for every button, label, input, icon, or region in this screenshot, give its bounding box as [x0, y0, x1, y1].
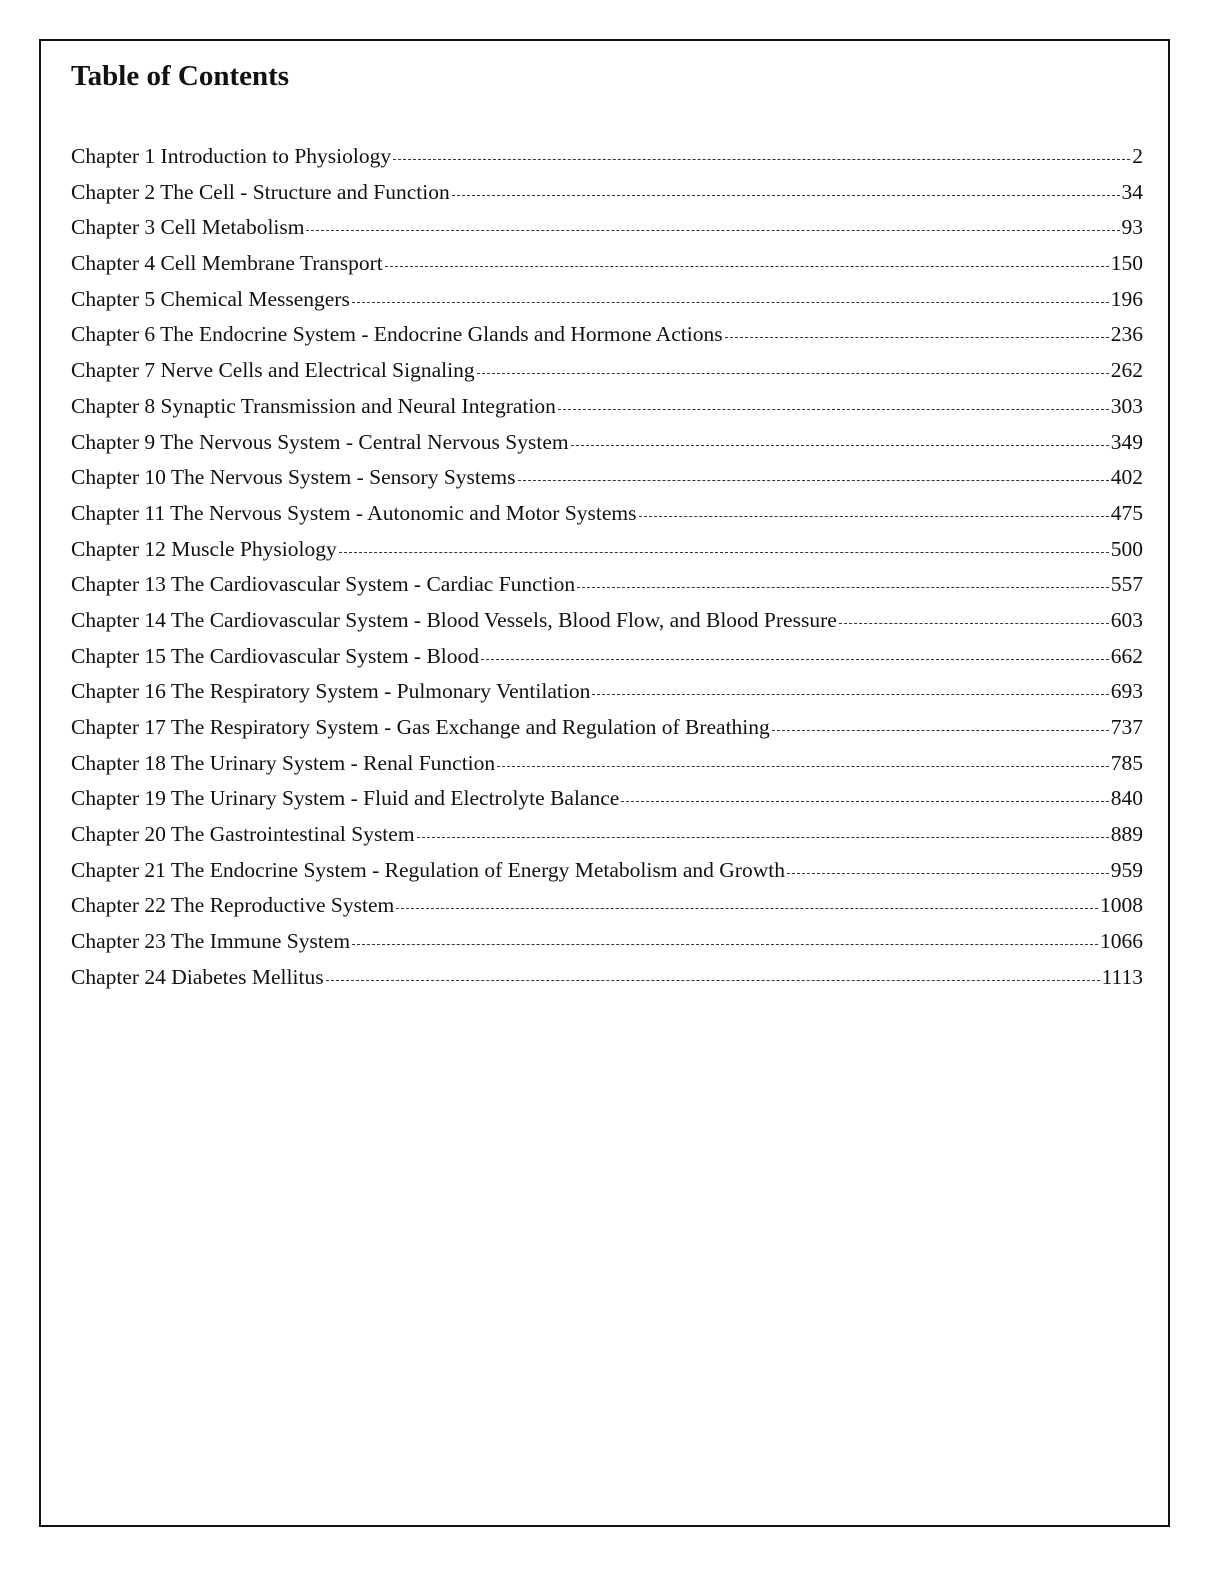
toc-page-number: 196 — [1110, 286, 1143, 311]
dot-leader — [385, 266, 1109, 267]
dot-leader — [592, 694, 1108, 695]
dot-leader — [497, 766, 1109, 767]
toc-page-number: 693 — [1110, 679, 1143, 704]
dot-leader — [396, 908, 1098, 909]
dot-leader — [621, 801, 1108, 802]
toc-page-number: 236 — [1110, 322, 1143, 347]
toc-page-number: 402 — [1110, 465, 1143, 490]
dot-leader — [481, 659, 1109, 660]
dot-leader — [639, 516, 1109, 517]
toc-page-number: 785 — [1110, 750, 1143, 775]
toc-entry[interactable] — [71, 496, 1143, 532]
toc-entry-label: Chapter 5 Chemical Messengers — [71, 286, 350, 311]
toc-entry-label: Chapter 2 The Cell - Structure and Function — [71, 179, 450, 204]
toc-entry[interactable] — [71, 924, 1143, 960]
toc-entry[interactable] — [71, 710, 1143, 746]
dot-leader — [577, 587, 1109, 588]
dot-leader — [518, 480, 1109, 481]
toc-page-number: 475 — [1110, 500, 1143, 525]
toc-entry[interactable] — [71, 175, 1143, 211]
toc-page-number: 1066 — [1100, 929, 1143, 954]
toc-entry[interactable] — [71, 960, 1143, 996]
toc-entry[interactable] — [71, 639, 1143, 675]
toc-list — [71, 139, 1143, 996]
toc-entry[interactable] — [71, 603, 1143, 639]
toc-page-number: 34 — [1121, 179, 1143, 204]
dot-leader — [339, 552, 1109, 553]
dot-leader — [326, 980, 1100, 981]
toc-entry[interactable] — [71, 781, 1143, 817]
toc-entry[interactable] — [71, 817, 1143, 853]
toc-page-number: 303 — [1110, 393, 1143, 418]
toc-page-number: 2 — [1132, 144, 1143, 168]
toc-entry-label: Chapter 19 The Urinary System - Fluid and Electrolyte Balance — [71, 786, 620, 811]
toc-entry[interactable] — [71, 746, 1143, 782]
dot-leader — [839, 623, 1109, 624]
toc-entry[interactable] — [71, 460, 1143, 496]
toc-entry-label: Chapter 1 Introduction to Physiology — [71, 144, 392, 168]
toc-entry[interactable] — [71, 210, 1143, 246]
dot-leader — [787, 873, 1109, 874]
toc-entry-label: Chapter 3 Cell Metabolism — [71, 215, 305, 240]
dot-leader — [393, 159, 1130, 160]
toc-page-number: 662 — [1110, 643, 1143, 668]
toc-entry[interactable] — [71, 853, 1143, 889]
toc-entry[interactable] — [71, 674, 1143, 710]
toc-entry-label: Chapter 9 The Nervous System - Central Nervous System — [71, 429, 569, 454]
toc-entry[interactable] — [71, 567, 1143, 603]
toc-page-number: 840 — [1110, 786, 1143, 811]
dot-leader — [452, 195, 1120, 196]
dot-leader — [772, 730, 1109, 731]
toc-page-number: 1008 — [1100, 893, 1143, 918]
toc-page-number: 603 — [1110, 607, 1143, 632]
toc-entry-label: Chapter 6 The Endocrine System - Endocrine Glands and Hormone Actions — [71, 322, 723, 347]
toc-page-number: 737 — [1110, 715, 1143, 739]
toc-entry[interactable] — [71, 353, 1143, 389]
toc-entry[interactable] — [71, 317, 1143, 353]
toc-entry-label: Chapter 22 The Reproductive System — [71, 893, 395, 918]
toc-entry-label: Chapter 17 The Respiratory System - Gas Exchange and Regulation of Breathing — [71, 715, 770, 739]
toc-entry[interactable] — [71, 425, 1143, 461]
dot-leader — [571, 445, 1109, 446]
toc-page-number: 150 — [1110, 251, 1143, 276]
toc-entry-label: Chapter 7 Nerve Cells and Electrical Signaling — [71, 358, 475, 383]
toc-page-number: 889 — [1110, 822, 1143, 847]
toc-entry-label: Chapter 15 The Cardiovascular System - Blood — [71, 643, 480, 668]
toc-entry-label: Chapter 14 The Cardiovascular System - Blood Vessels, Blood Flow, and Blood Pressure — [71, 607, 837, 632]
dot-leader — [417, 837, 1109, 838]
toc-entry-label: Chapter 16 The Respiratory System - Pulmonary Ventilation — [71, 679, 591, 704]
toc-entry-label: Chapter 11 The Nervous System - Autonomic and Motor Systems — [71, 500, 637, 525]
toc-page-number: 959 — [1110, 857, 1143, 882]
toc-entry[interactable] — [71, 282, 1143, 318]
toc-entry-label: Chapter 20 The Gastrointestinal System — [71, 822, 415, 847]
toc-page-number: 500 — [1110, 536, 1143, 561]
toc-page-number: 1113 — [1101, 964, 1143, 989]
toc-entry-label: Chapter 13 The Cardiovascular System - Cardiac Function — [71, 572, 576, 597]
toc-entry-label: Chapter 18 The Urinary System - Renal Function — [71, 750, 496, 775]
toc-entry-label: Chapter 23 The Immune System — [71, 929, 351, 954]
toc-entry[interactable] — [71, 139, 1143, 175]
dot-leader — [352, 944, 1098, 945]
toc-entry-label: Chapter 4 Cell Membrane Transport — [71, 251, 383, 276]
toc-page-number: 349 — [1110, 429, 1143, 454]
toc-entry[interactable] — [71, 389, 1143, 425]
toc-entry-label: Chapter 12 Muscle Physiology — [71, 536, 337, 561]
toc-page-number: 557 — [1110, 572, 1143, 597]
toc-entry-label: Chapter 21 The Endocrine System - Regulation of Energy Metabolism and Growth — [71, 857, 785, 882]
dot-leader — [477, 373, 1109, 374]
dot-leader — [725, 337, 1109, 338]
dot-leader — [306, 230, 1119, 231]
dot-leader — [558, 409, 1109, 410]
toc-entry[interactable] — [71, 246, 1143, 282]
toc-entry-label: Chapter 24 Diabetes Mellitus — [71, 964, 324, 989]
toc-entry-label: Chapter 10 The Nervous System - Sensory Systems — [71, 465, 516, 490]
dot-leader — [352, 302, 1109, 303]
toc-page-number: 93 — [1121, 215, 1143, 240]
toc-entry-label: Chapter 8 Synaptic Transmission and Neural Integration — [71, 393, 556, 418]
page-title: Table of Contents — [71, 60, 290, 92]
toc-entry[interactable] — [71, 888, 1143, 924]
toc-page-number: 262 — [1110, 358, 1143, 383]
toc-entry[interactable] — [71, 532, 1143, 568]
